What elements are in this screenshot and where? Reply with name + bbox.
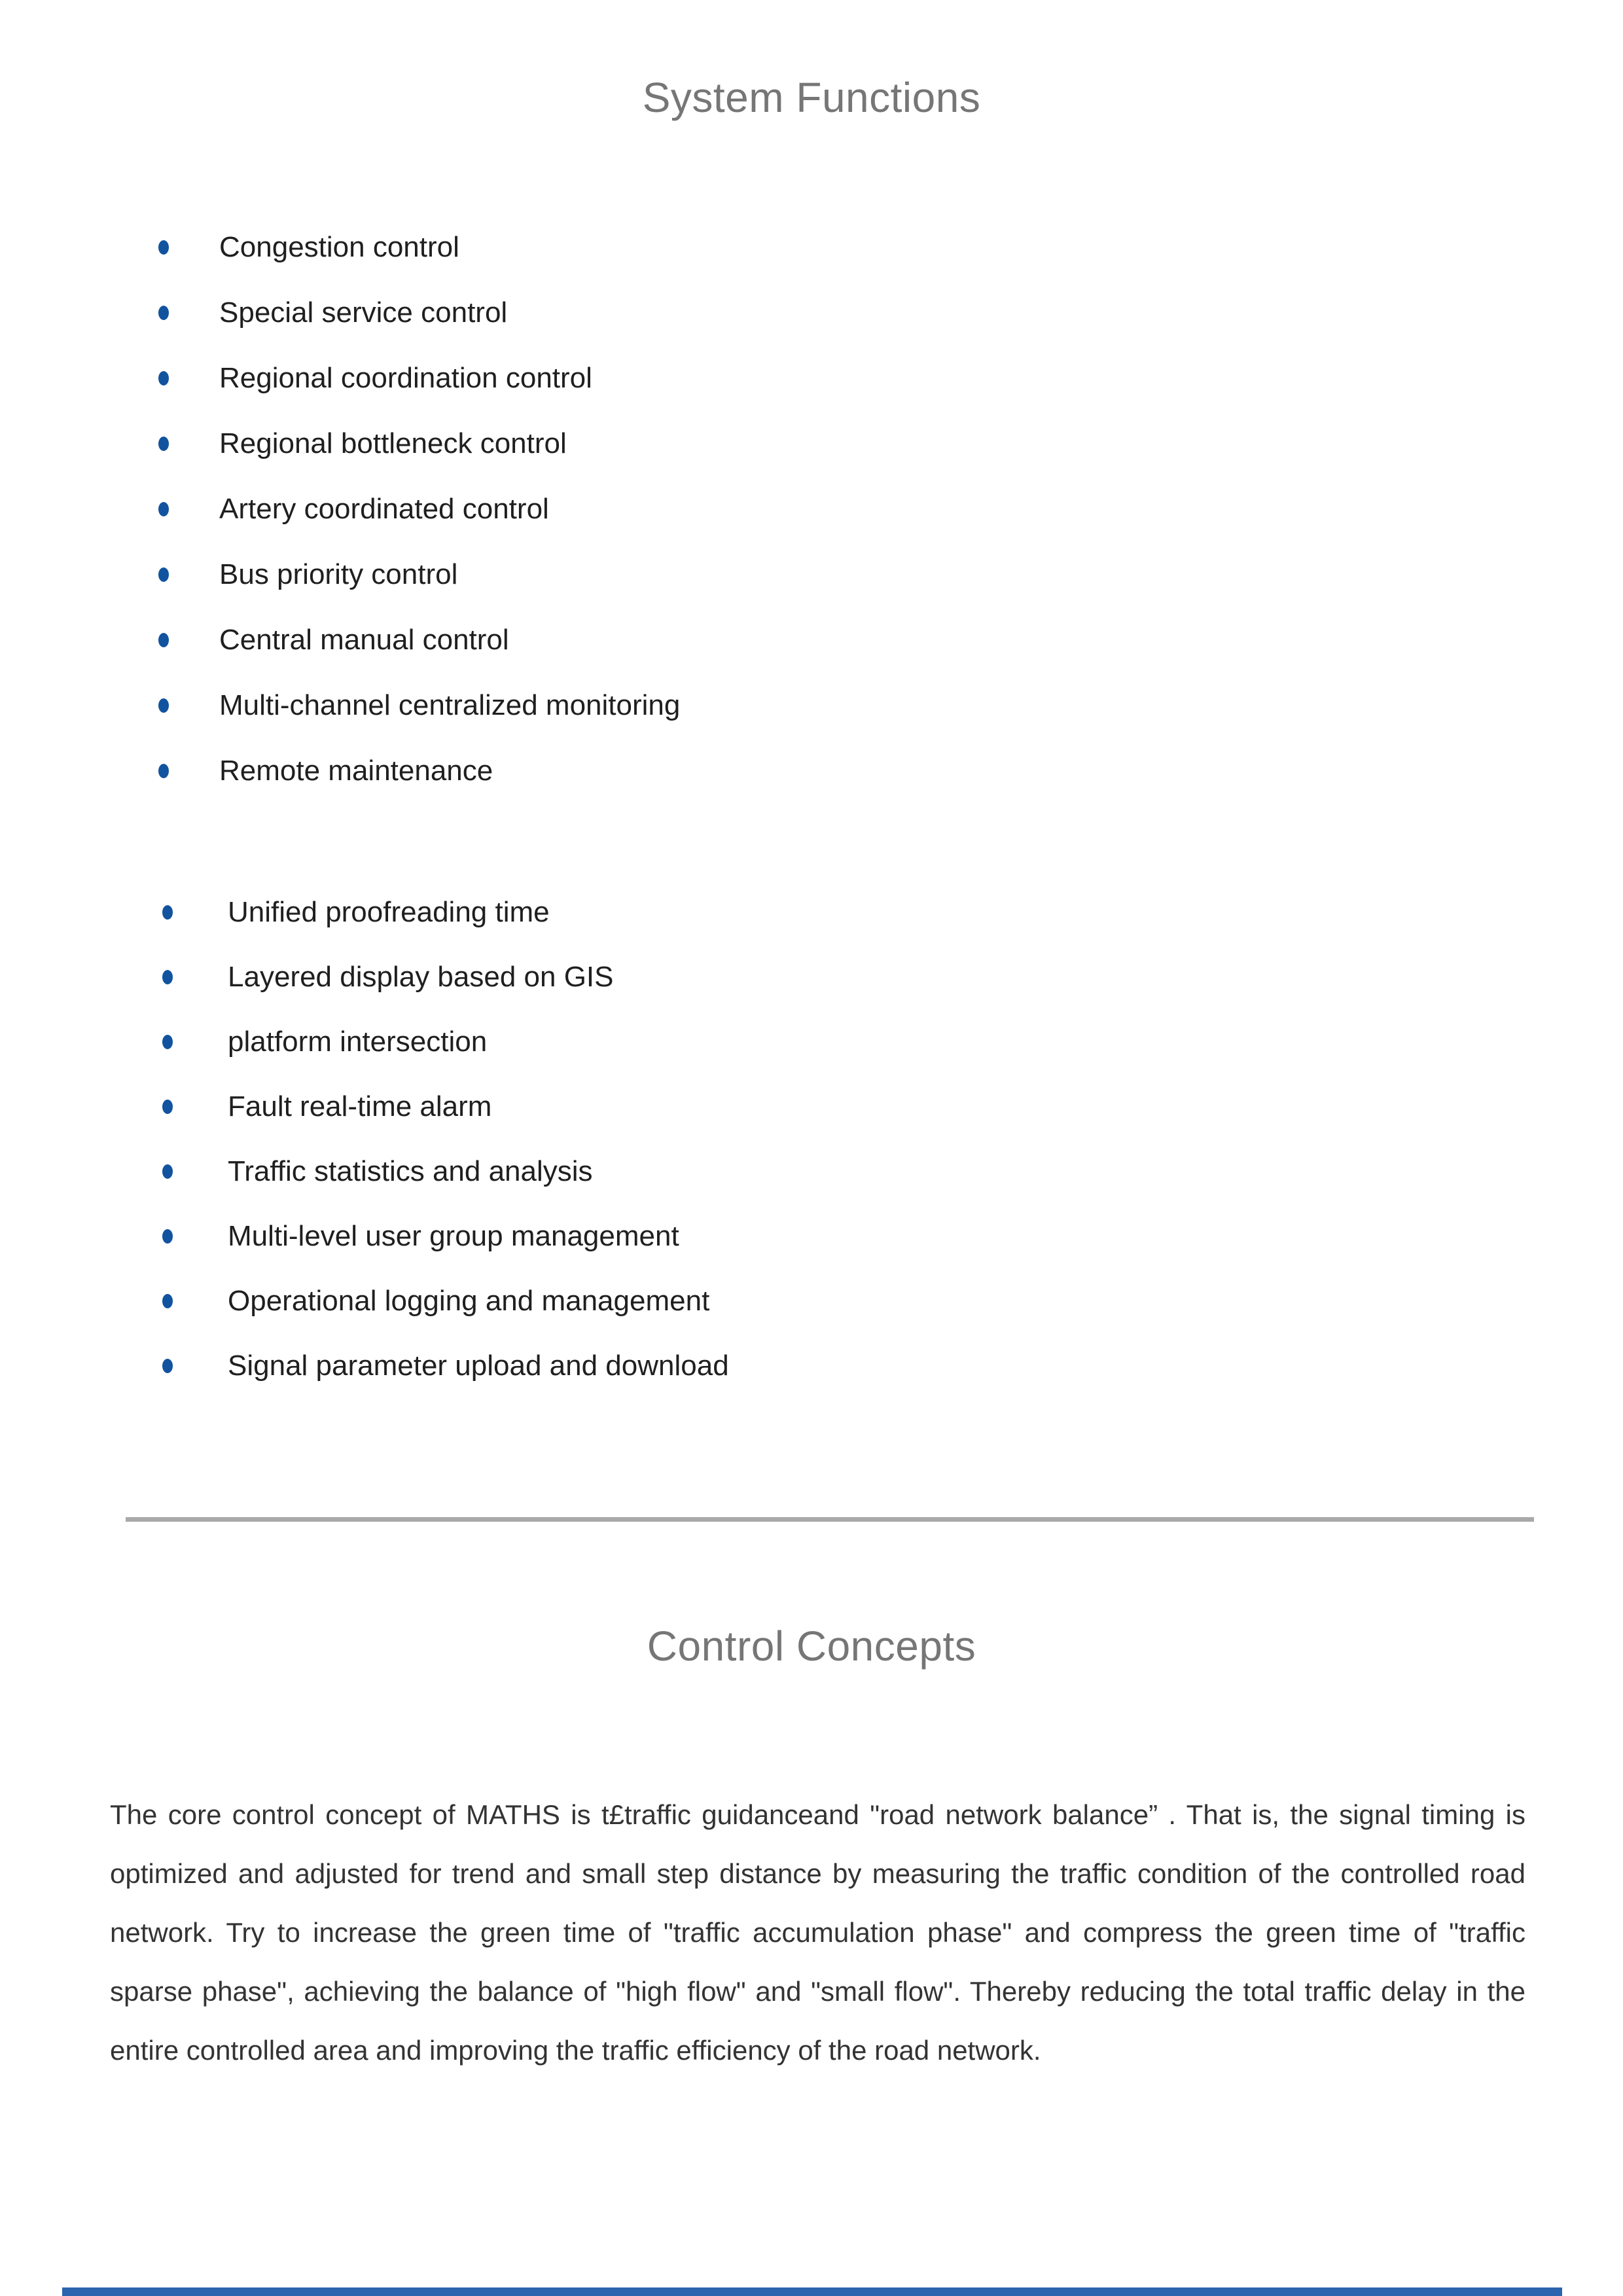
list-item-label: Unified proofreading time	[228, 895, 550, 928]
bullet-icon	[158, 371, 169, 386]
list-item-label: Operational logging and management	[228, 1284, 710, 1317]
list-item	[0, 1204, 729, 1268]
section-title-system-functions: System Functions	[642, 74, 981, 121]
list-item	[0, 944, 729, 1009]
list-item	[0, 673, 680, 738]
list-item-label: platform intersection	[228, 1025, 488, 1058]
list-item	[0, 215, 680, 280]
bullet-icon	[158, 306, 169, 320]
list-item-label: Traffic statistics and analysis	[228, 1155, 593, 1187]
list-item	[0, 738, 680, 804]
list-item-label: Artery coordinated control	[219, 493, 549, 525]
bullet-icon	[162, 1164, 173, 1179]
list-item-label: Remote maintenance	[219, 755, 493, 787]
bullet-icon	[162, 1100, 173, 1114]
list-item-label: Congestion control	[219, 231, 459, 263]
list-item-label: Regional bottleneck control	[219, 427, 567, 459]
bullet-icon	[162, 905, 173, 920]
bullet-icon	[162, 1294, 173, 1308]
bullet-icon	[158, 764, 169, 778]
list-item-label: Fault real-time alarm	[228, 1090, 492, 1122]
list-item-label: Layered display based on GIS	[228, 960, 614, 993]
list-item	[0, 1009, 729, 1074]
list-item	[0, 1074, 729, 1139]
function-list-secondary	[0, 880, 729, 1398]
bullet-icon	[158, 698, 169, 713]
list-item	[0, 280, 680, 346]
list-item	[0, 607, 680, 673]
bullet-icon	[158, 240, 169, 255]
list-item-label: Regional coordination control	[219, 362, 592, 394]
bullet-icon	[162, 1359, 173, 1373]
bullet-icon	[158, 437, 169, 451]
list-item-label: Signal parameter upload and download	[228, 1349, 729, 1382]
list-item-label: Multi-channel centralized monitoring	[219, 689, 681, 721]
bullet-icon	[158, 633, 169, 647]
bullet-icon	[162, 970, 173, 984]
bullet-icon	[162, 1229, 173, 1244]
concepts-paragraph: The core control concept of MATHS is t£traffic guidanceand "road network balance” . That is, the signal timing is optimized and adjusted for trend and small step distance by measuring the traffic condition of the controlled road network. Try to increase the green time of "traffic accumulation phase" and compress the green time of "traffic sparse phase", achieving the balance of "high flow" and "small flow". Thereby reducing the total traffic delay in the entire controlled area and improving the traffic efficiency of the road network.	[110, 1799, 1525, 2066]
list-item	[0, 1268, 729, 1333]
list-item	[0, 346, 680, 411]
list-item	[0, 1139, 729, 1204]
footer-accent-bar	[62, 2287, 1562, 2296]
list-item	[0, 411, 680, 476]
list-item	[0, 476, 680, 542]
list-item	[0, 542, 680, 607]
section-title-control-concepts: Control Concepts	[647, 1623, 976, 1670]
list-item-label: Central manual control	[219, 624, 509, 656]
function-list-primary	[0, 215, 680, 804]
list-item	[0, 880, 729, 944]
section-divider	[126, 1517, 1534, 1522]
list-item-label: Multi-level user group management	[228, 1219, 679, 1252]
list-item-label: Bus priority control	[219, 558, 458, 590]
bullet-icon	[162, 1035, 173, 1049]
bullet-icon	[158, 567, 169, 582]
bullet-icon	[158, 502, 169, 516]
list-item	[0, 1333, 729, 1398]
list-item-label: Special service control	[219, 296, 508, 329]
